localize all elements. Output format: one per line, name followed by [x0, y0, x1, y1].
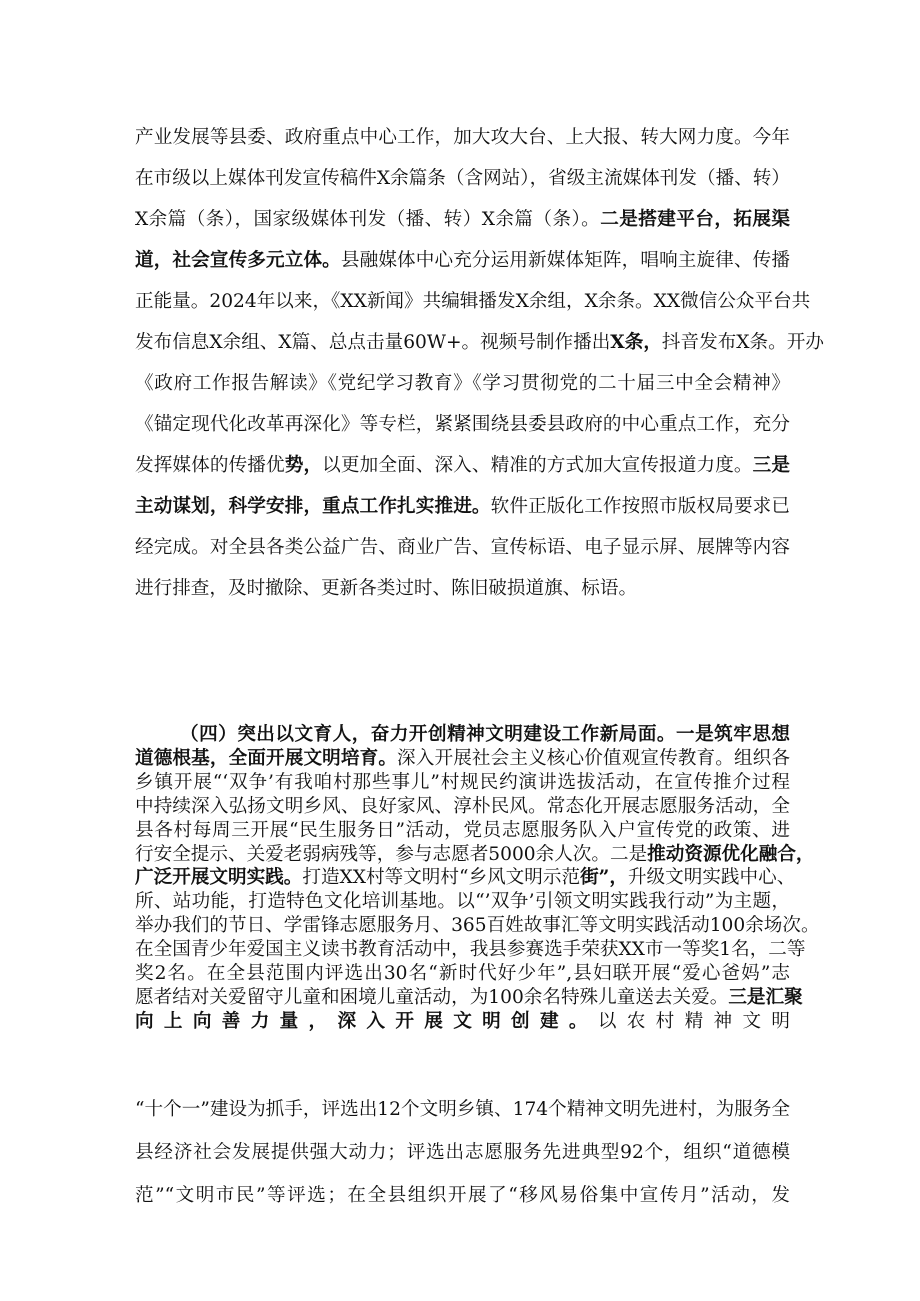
- text-segment: 举办我们的节日、学雷锋志愿服务月、365百姓故事汇等文明实践活动100余场次。: [135, 915, 820, 937]
- text-segment: 所、站功能，打造特色文化培训基地。以“’双争’引领文明实践我行动”为主题，: [135, 891, 790, 913]
- bold-text-segment: 主动谋划，科学安排，重点工作扎实推进。: [135, 496, 491, 517]
- text-segment: 行安全提示、关爱老弱病残等，参与志愿者5000余人次。二是: [135, 843, 648, 865]
- text-line: [135, 240, 790, 281]
- bold-text-segment: 推动资源优化融合，: [647, 843, 815, 865]
- text-line: [135, 914, 820, 938]
- text-segment: 愿者结对关爱留守儿童和困境儿童活动，为100余名特殊儿童送去关爱。: [135, 986, 729, 1008]
- paragraph-civilization-creation: [135, 1088, 790, 1217]
- text-segment: 升级文明实践中心、: [627, 867, 796, 889]
- text-line: [135, 1088, 790, 1131]
- text-line: [135, 117, 790, 158]
- text-segment: 深入开展社会主义核心价值观宣传教育。组织各: [397, 747, 790, 769]
- text-segment: 乡镇开展“‘双争’有我咱村那些事儿”村规民约演讲选拔活动，在宣传推介过程: [135, 771, 790, 793]
- text-segment: 奖2名。在全县范围内评选出30名“新时代好少年”,县妇联开展“爱心爸妈”志: [135, 963, 790, 985]
- text-segment: X余篇（条），国家级媒体刊发（播、转）X余篇（条）。: [135, 209, 601, 230]
- text-segment: 县融媒体中心充分运用新媒体矩阵，唱响主旋律、传播: [340, 250, 790, 271]
- text-line: [135, 771, 790, 795]
- text-segment: 县各村每周三开展“民生服务日”活动，党员志愿服务队入户宣传党的政策、进: [135, 819, 790, 841]
- text-segment: 经完成。对全县各类公益广告、商业广告、宣传标语、电子显示屏、展牌等内容: [135, 537, 790, 558]
- text-segment: 进行排查，及时撤除、更新各类过时、陈旧破损道旗、标语。: [135, 578, 638, 599]
- text-segment: 《政府工作报告解读》《党纪学习教育》《学习贯彻党的二十届三中全会精神》: [135, 373, 790, 394]
- bold-text-segment: 势，: [284, 455, 323, 476]
- text-segment: 正能量。2024年以来，《XX新闻》共编辑播发X余组，X余条。XX微信公众平台共: [135, 291, 811, 312]
- bold-text-segment: 道，社会宣传多元立体。: [135, 250, 341, 271]
- text-line: [135, 723, 790, 747]
- text-line: [135, 938, 806, 962]
- text-line: [135, 1131, 790, 1174]
- text-segment: 以更加全面、深入、精准的方式加大宣传报道力度。: [322, 455, 753, 476]
- text-segment: 以农村精神文明: [597, 1010, 790, 1032]
- text-line: [135, 1010, 790, 1034]
- bold-text-segment: 广泛开展文明实践。: [135, 867, 303, 889]
- text-segment: 打造XX村等文明村“乡风文明示范: [302, 867, 581, 889]
- text-segment: 中持续深入弘扬文明乡风、良好家风、淳朴民风。常态化开展志愿服务活动，全: [135, 795, 790, 817]
- text-segment: 在市级以上媒体刊发宣传稿件X余篇条（含网站），省级主流媒体刊发（播、转）: [135, 168, 790, 189]
- text-segment: 发挥媒体的传播优: [135, 455, 285, 476]
- bold-text-segment: 道德根基，全面开展文明培育。: [135, 747, 398, 769]
- text-line: [135, 819, 790, 843]
- text-line: [135, 843, 815, 867]
- text-segment: 产业发展等县委、政府重点中心工作，加大攻大台、上大报、转大网力度。今年: [135, 127, 790, 148]
- text-line: [135, 199, 790, 240]
- text-line: [135, 568, 790, 609]
- bold-text-segment: X条，: [610, 332, 662, 353]
- paragraph-spiritual-civilization: [135, 723, 820, 1034]
- text-line: [135, 795, 790, 819]
- text-segment: 软件正版化工作按照市版权局要求已: [490, 496, 790, 517]
- bold-text-segment: 三是: [752, 455, 790, 476]
- text-line: [135, 747, 790, 771]
- text-segment: 范”“文明市民”等评选；在全县组织开展了“移风易俗集中宣传月”活动，发: [135, 1185, 790, 1206]
- text-segment: 《锚定现代化改革再深化》等专栏，紧紧围绕县委县政府的中心重点工作，充分: [135, 414, 790, 435]
- text-line: [135, 1174, 790, 1217]
- bold-text-segment: 街”，: [580, 867, 628, 889]
- text-line: [135, 986, 803, 1010]
- bold-text-segment: 二是搭建平台，拓展渠: [600, 209, 790, 230]
- text-line: [135, 281, 811, 322]
- text-line: [135, 866, 796, 890]
- text-segment: 抖音发布X条。开办: [661, 332, 824, 353]
- text-line: [135, 962, 790, 986]
- text-line: [135, 158, 790, 199]
- text-line: [135, 404, 790, 445]
- bold-text-segment: 向上向善力量，深入开展文明创建。: [135, 1010, 598, 1032]
- text-segment: 在全国青少年爱国主义读书教育活动中，我县参赛选手荣获XX市一等奖1名，二等: [135, 939, 806, 961]
- text-line: [135, 363, 790, 404]
- text-line: [135, 322, 824, 363]
- paragraph-media-publicity: [135, 117, 824, 609]
- text-line: [135, 527, 790, 568]
- text-segment: 发布信息X余组、X篇、总点击量60W+。视频号制作播出: [135, 332, 611, 353]
- text-segment: 县经济社会发展提供强大动力；评选出志愿服务先进典型92个，组织“道德模: [135, 1142, 790, 1163]
- text-line: [135, 890, 790, 914]
- text-segment: “十个一”建设为抓手，评选出12个文明乡镇、174个精神文明先进村，为服务全: [135, 1099, 790, 1120]
- bold-text-segment: 三是汇聚: [728, 986, 803, 1008]
- text-line: [135, 445, 790, 486]
- bold-text-segment: （四）突出以文育人，奋力开创精神文明建设工作新局面。一是筑牢思想: [180, 724, 790, 745]
- text-line: [135, 486, 790, 527]
